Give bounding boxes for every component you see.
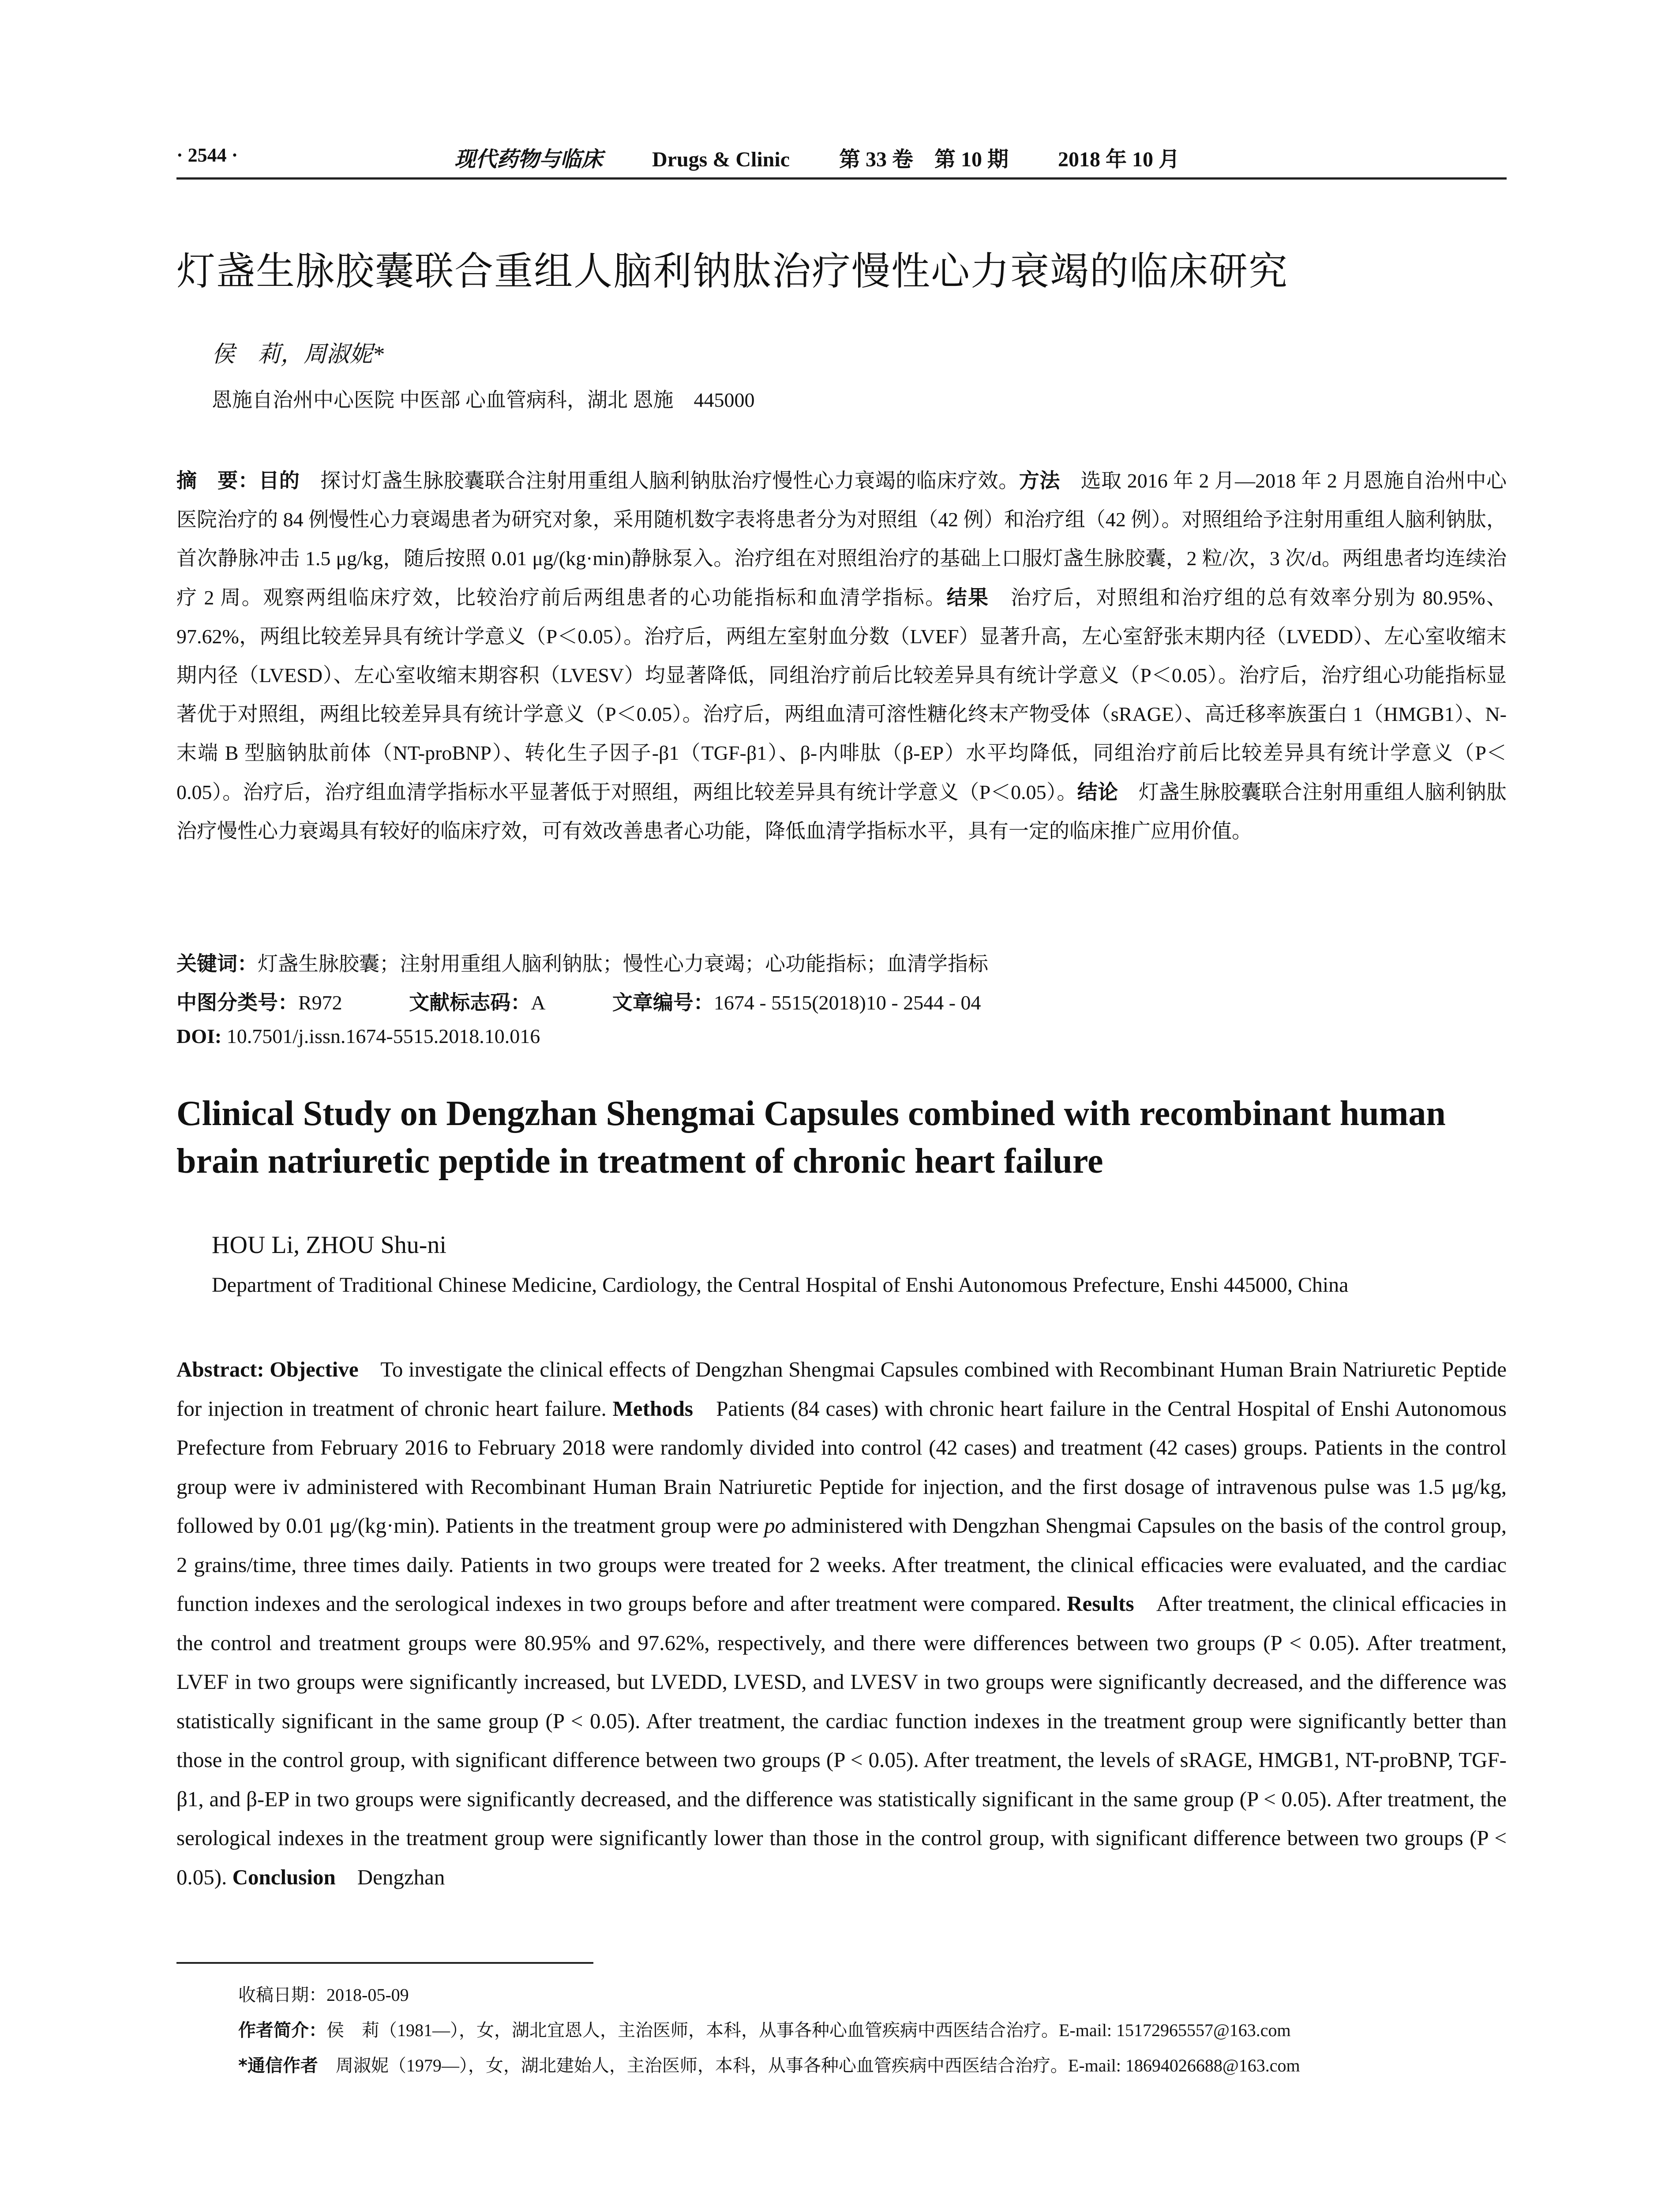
author-bio-label: 作者简介： — [238, 2020, 326, 2041]
doi-label: DOI: — [176, 1025, 222, 1047]
corresponding-label: *通信作者 — [238, 2056, 318, 2076]
cn-methods-text: 选取 2016 年 2 月—2018 年 2 月恩施自治州中心医院治疗的 84 例慢性心力衰竭患者为研究对象，采用随机数字表将患者分为对照组（42 例）和治疗组（42 例）。对照组给予注射用重组人脑利钠肽，首次静脉冲击 1.5 μg/kg，随后按照 0.01 μg/(kg·min)静脉泵入。治疗组在对照组治疗的基础上口服灯盏生脉胶囊，2 粒/次，3 次/d。两组患者均连续治疗 2 周。观察两组临床疗效，比较治疗前后两组患者的心功能指标和血清学指标。 — [176, 469, 1507, 609]
article-no-label: 文章编号： — [612, 990, 714, 1014]
corresponding-author — [238, 2052, 1300, 2077]
doc-code-value: A — [531, 991, 546, 1014]
received-date: 收稿日期：2018-05-09 — [238, 1985, 409, 2005]
en-conclusion-text: Dengzhan — [335, 1865, 445, 1889]
running-header — [454, 142, 1224, 173]
en-conclusion-label: Conclusion — [232, 1865, 336, 1889]
en-objective-text: To investigate the clinical effects of Dengzhan Shengmai Capsules combined with Recombinant Human Brain Natriuretic Peptide for injection in treatment of chronic heart failure. — [176, 1357, 1507, 1421]
cn-methods-label: 方法 — [1019, 469, 1060, 492]
doi-line — [176, 1024, 540, 1048]
cn-abstract-label: 摘 要： — [176, 469, 259, 492]
cn-keywords-label: 关键词： — [176, 952, 258, 975]
journal-name-cn: 现代药物与临床 — [454, 147, 603, 172]
cn-authors: 侯 莉，周淑妮* — [212, 342, 384, 367]
en-results-text: After treatment, the clinical efficacies in the control and treatment groups were 80.95% and 97.62%, respectively, and there were differences between two groups (P < 0.05). After treatment, LVEF in two groups were significantly increased, but LVEDD, LVESD, and LVESV in two groups were significantly decreased, and the difference was statistically significant in the same group (P < 0.05). After treatment, the cardiac function indexes in the treatment group were significantly better than those in the control group, with significant difference between two groups (P < 0.05). After treatment, the levels of sRAGE, HMGB1, NT-proBNP, TGF-β1, and β-EP in two groups were significantly decreased, and the difference was statistically significant in the same group (P < 0.05). After treatment, the serological indexes in the treatment group were significantly lower than those in the control group, with significant difference between two groups (P < 0.05). — [176, 1591, 1507, 1889]
doc-code-field — [409, 991, 545, 1014]
cn-affiliation: 恩施自治州中心医院 中医部 心血管病科，湖北 恩施 445000 — [212, 389, 755, 411]
en-methods-po: po — [764, 1513, 786, 1538]
doi-value: 10.7501/j.issn.1674-5515.2018.10.016 — [221, 1025, 540, 1047]
clc-label: 中图分类号： — [176, 990, 298, 1014]
header-divider — [176, 177, 1507, 180]
author-bio — [238, 2016, 1291, 2041]
journal-name-en: Drugs & Clinic — [652, 148, 790, 171]
en-authors: HOU Li, ZHOU Shu-ni — [212, 1231, 446, 1259]
cn-objective-text: 探讨灯盏生脉胶囊联合注射用重组人脑利钠肽治疗慢性心力衰竭的临床疗效。 — [300, 469, 1019, 492]
cn-objective-label: 目的 — [259, 469, 300, 492]
en-methods-text-2: administered with Dengzhan Shengmai Capsules on the basis of the control group, 2 grains/time, three times daily. Patients in two groups were treated for 2 weeks. After treatment, the clinical efficacies were evaluated, and the cardiac function indexes and the serological indexes in two groups before and after treatment were compared. — [176, 1513, 1507, 1616]
classification-row — [176, 987, 1043, 1016]
cn-keywords — [176, 948, 988, 977]
en-methods-text-1: Patients (84 cases) with chronic heart failure in the Central Hospital of Enshi Autonomous Prefecture from February 2016 to February 2018 were randomly divided into control (42 cases) and treatment (42 cases) groups. Patients in the control group were iv administered with Recombinant Human Brain Natriuretic Peptide for injection, and the first dosage of intravenous pulse was 1.5 μg/kg, followed by 0.01 μg/(kg·min). Patients in the treatment group were — [176, 1396, 1507, 1538]
en-methods-label: Methods — [612, 1396, 693, 1421]
issue-date: 2018 年 10 月 — [1058, 148, 1180, 171]
cn-conclusion-text: 灯盏生脉胶囊联合注射用重组人脑利钠肽治疗慢性心力衰竭具有较好的临床疗效，可有效改善患者心功能，降低血清学指标水平，具有一定的临床推广应用价值。 — [176, 781, 1507, 842]
en-abstract — [176, 1350, 1507, 1897]
article-no-value: 1674 - 5515(2018)10 - 2544 - 04 — [713, 991, 981, 1014]
cn-conclusion-label: 结论 — [1077, 780, 1118, 804]
corresponding-text: 周淑妮（1979—），女，湖北建始人，主治医师，本科，从事各种心血管疾病中西医结合治疗。E-mail: 18694026688@163.com — [318, 2056, 1300, 2075]
volume-issue: 第 33 卷 第 10 期 — [839, 148, 1009, 171]
en-results-label: Results — [1067, 1591, 1134, 1616]
en-abstract-label: Abstract: Objective — [176, 1357, 359, 1381]
cn-results-text: 治疗后，对照组和治疗组的总有效率分别为 80.95%、97.62%，两组比较差异具有统计学意义（P＜0.05）。治疗后，两组左室射血分数（LVEF）显著升高，左心室舒张末期内径（LVEDD）、左心室收缩末期内径（LVESD）、左心室收缩末期容积（LVESV）均显著降低，同组治疗前后比较差异具有统计学意义（P＜0.05）。治疗后，治疗组心功能指标显著优于对照组，两组比较差异具有统计学意义（P＜0.05）。治疗后，两组血清可溶性糖化终末产物受体（sRAGE）、高迁移率族蛋白 1（HMGB1）、N-末端 B 型脑钠肽前体（NT-proBNP）、转化生子因子-β1（TGF-β1）、β-内啡肽（β-EP）水平均降低，同组治疗前后比较差异具有统计学意义（P＜0.05）。治疗后，治疗组血清学指标水平显著低于对照组，两组比较差异具有统计学意义（P＜0.05）。 — [176, 586, 1507, 803]
en-affiliation: Department of Traditional Chinese Medicine, Cardiology, the Central Hospital of Enshi Autonomous Prefecture, Enshi 445000, China — [212, 1273, 1349, 1297]
cn-abstract — [176, 461, 1507, 851]
en-title: Clinical Study on Dengzhan Shengmai Capsules combined with recombinant human brain natriuretic peptide in treatment of chronic heart failure — [176, 1094, 1446, 1181]
cn-results-label: 结果 — [946, 585, 990, 609]
cn-title: 灯盏生脉胶囊联合重组人脑利钠肽治疗慢性心力衰竭的临床研究 — [176, 248, 1289, 294]
footnote-divider — [176, 1962, 593, 1964]
clc-value: R972 — [298, 991, 342, 1014]
article-no-field — [612, 991, 981, 1014]
page-number: · 2544 · — [176, 144, 238, 166]
clc-field — [176, 991, 342, 1014]
cn-keywords-text: 灯盏生脉胶囊；注射用重组人脑利钠肽；慢性心力衰竭；心功能指标；血清学指标 — [258, 953, 988, 975]
author-bio-text: 侯 莉（1981—），女，湖北宜恩人，主治医师，本科，从事各种心血管疾病中西医结合治疗。E-mail: 15172965557@163.com — [326, 2020, 1291, 2040]
doc-code-label: 文献标志码： — [409, 990, 531, 1014]
